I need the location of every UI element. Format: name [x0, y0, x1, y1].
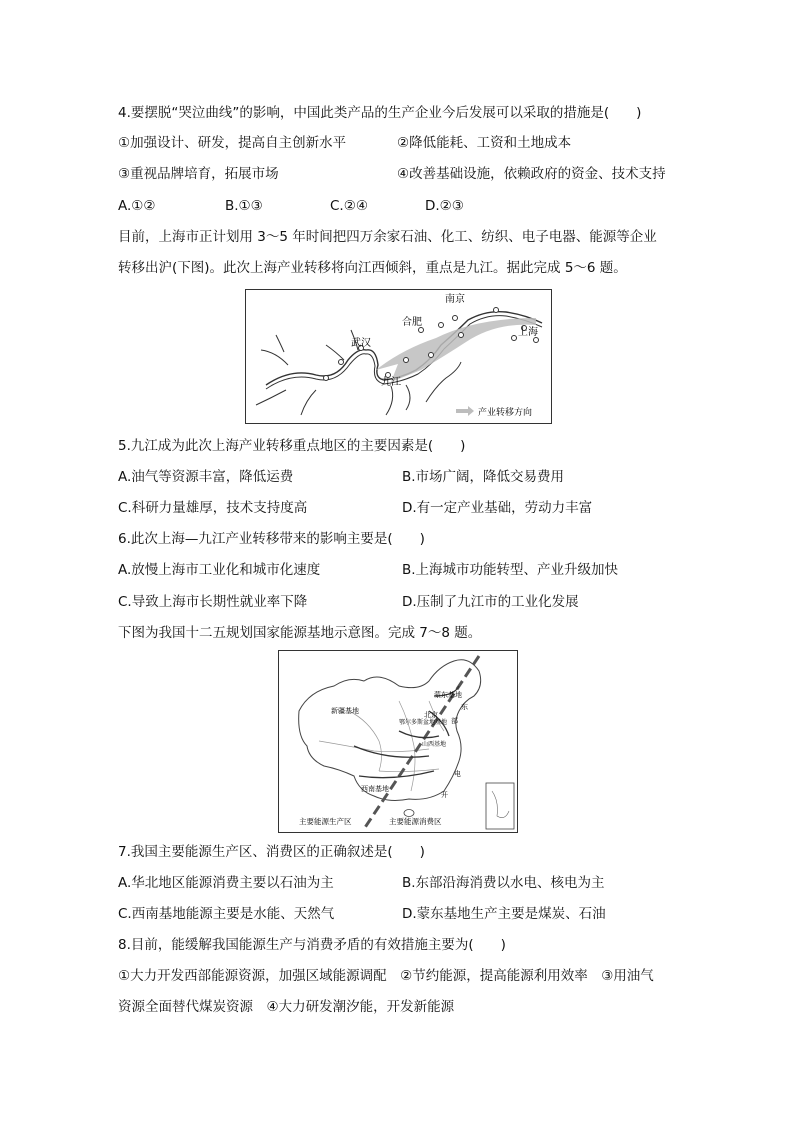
map2-legend-consumption: 主要能源消费区 — [389, 817, 442, 826]
q8-options-line-2: 资源全面替代煤炭资源 ④大力研发潮汐能，开发新能源 — [118, 999, 455, 1015]
q7-choice-a: A.华北地区能源消费主要以石油为主 — [118, 875, 334, 891]
map2-label-ordos: 鄂尔多斯盆地基地 — [399, 719, 448, 726]
map2-label-shanxi: 山西基地 — [422, 741, 447, 748]
map-label-jiujiang: 九江 — [381, 377, 401, 388]
map-legend-text: 产业转移方向 — [478, 408, 533, 418]
map2-label-xinjiang: 新疆基地 — [331, 707, 359, 715]
q4-option-3: ③重视品牌培育，拓展市场 — [118, 166, 279, 182]
q5-choice-a: A.油气等资源丰富，降低运费 — [118, 469, 294, 485]
q4-option-2: ②降低能耗、工资和土地成本 — [397, 135, 572, 151]
q4-stem: 4.要摆脱“哭泣曲线”的影响，中国此类产品的生产企业今后发展可以采取的措施是( ) — [118, 105, 642, 121]
q7-stem: 7.我国主要能源生产区、消费区的正确叙述是( ) — [118, 844, 425, 860]
transfer-arrow-icon — [456, 406, 474, 416]
q4-option-1: ①加强设计、研发，提高自主创新水平 — [118, 135, 347, 151]
map2-label-east2: 部 — [451, 717, 458, 725]
intro2-text: 下图为我国十二五规划国家能源基地示意图。完成 7～8 题。 — [118, 625, 482, 641]
q4-choice-b: B.①③ — [225, 198, 263, 214]
q7-choice-d: D.蒙东基地生产主要是煤炭、石油 — [402, 906, 606, 922]
q5-choice-c: C.科研力量雄厚，技术支持度高 — [118, 500, 308, 516]
map-label-nanjing: 南京 — [445, 294, 465, 305]
map2-label-mengdong: 蒙东基地 — [434, 691, 462, 699]
map-label-wuhan: 武汉 — [351, 338, 371, 349]
map-label-hefei: 合肥 — [402, 317, 422, 328]
q4-option-4: ④改善基础设施，依赖政府的资金、技术支持 — [397, 166, 666, 182]
q8-stem: 8.目前，能缓解我国能源生产与消费矛盾的有效措施主要为( ) — [118, 937, 506, 953]
q6-choice-b: B.上海城市功能转型、产业升级加快 — [402, 562, 619, 578]
q6-choice-d: D.压制了九江市的工业化发展 — [402, 594, 579, 610]
map2-label-beijing: 北京 — [424, 711, 438, 719]
q5-choice-b: B.市场广阔，降低交易费用 — [402, 469, 565, 485]
q8-options-line-1: ①大力开发西部能源资源，加强区域能源调配 ②节约能源，提高能源利用效率 ③用油气 — [118, 968, 654, 984]
q7-choice-b: B.东部沿海消费以水电、核电为主 — [402, 875, 605, 891]
map2-label-southwest: 西南基地 — [361, 785, 389, 793]
q5-choice-d: D.有一定产业基础，劳动力丰富 — [402, 500, 593, 516]
intro-text-line-2: 转移出沪(下图)。此次上海产业转移将向江西倾斜，重点是九江。据此完成 5～6 题。 — [118, 260, 627, 276]
intro-text-line-1: 目前，上海市正计划用 3～5 年时间把四万余家石油、化工、纺织、电子电器、能源等企业 — [118, 229, 657, 245]
map2-label-dian: 电 — [454, 770, 461, 778]
q6-choice-c: C.导致上海市长期性就业率下降 — [118, 594, 308, 610]
q6-stem: 6.此次上海—九江产业转移带来的影响主要是( ) — [118, 531, 425, 547]
map2-label-kai: 开 — [441, 791, 448, 799]
industry-transfer-map — [245, 289, 552, 424]
q6-choice-a: A.放慢上海市工业化和城市化速度 — [118, 562, 321, 578]
map2-label-east1: 东 — [461, 703, 468, 711]
q5-stem: 5.九江成为此次上海产业转移重点地区的主要因素是( ) — [118, 438, 466, 454]
q4-choice-d: D.②③ — [425, 198, 464, 214]
energy-base-map — [278, 650, 518, 833]
map-label-shanghai: 上海 — [518, 327, 538, 338]
q4-choice-c: C.②④ — [330, 198, 368, 214]
q7-choice-c: C.西南基地能源主要是水能、天然气 — [118, 906, 335, 922]
map2-legend-production: 主要能源生产区 — [299, 817, 352, 826]
q4-choice-a: A.①② — [118, 198, 156, 214]
